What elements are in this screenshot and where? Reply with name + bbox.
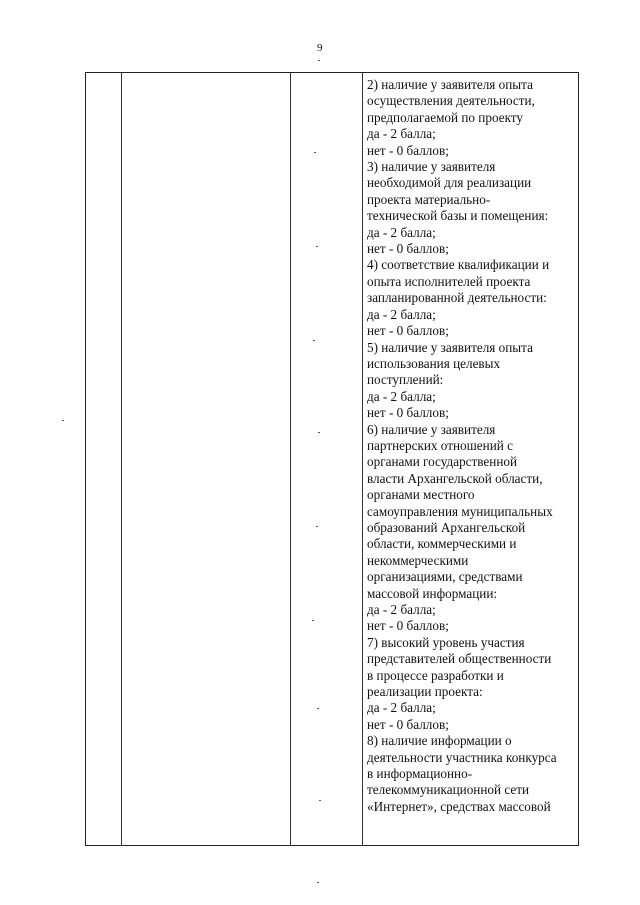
scan-speck <box>317 708 319 709</box>
criteria-text-line: 7) высокий уровень участия <box>367 634 525 650</box>
criteria-text-line: 3) наличие у заявителя <box>367 159 496 175</box>
criteria-text-line: да - 2 балла; <box>367 126 436 142</box>
criteria-text-line: 8) наличие информации о <box>367 733 512 749</box>
criteria-text-line: проекта материально- <box>367 191 491 207</box>
criteria-text-line: да - 2 балла; <box>367 306 436 322</box>
criteria-text-line: области, коммерческими и <box>367 536 517 552</box>
table-column-divider-1 <box>121 73 122 845</box>
criteria-text-line: 2) наличие у заявителя опыта <box>367 77 533 92</box>
criteria-text-line: да - 2 балла; <box>367 388 436 404</box>
criteria-text-line: органами государственной <box>367 454 518 470</box>
criteria-text-line: поступлений: <box>367 372 444 388</box>
criteria-text-line: реализации проекта: <box>367 684 483 700</box>
criteria-text-line: нет - 0 баллов; <box>367 716 449 732</box>
criteria-text-line: 5) наличие у заявителя опыта <box>367 339 533 355</box>
scan-speck <box>319 800 321 801</box>
criteria-text-line: использования целевых <box>367 355 501 371</box>
criteria-text-line: нет - 0 баллов; <box>367 241 449 257</box>
criteria-text-cell <box>367 77 579 815</box>
criteria-text-line: 6) наличие у заявителя <box>367 421 496 437</box>
criteria-text-line: в информационно- <box>367 766 473 782</box>
criteria-text-line: организациями, средствами <box>367 569 523 585</box>
scan-speck <box>318 432 320 433</box>
criteria-text-line: деятельности участника конкурса <box>367 749 557 765</box>
scan-speck <box>313 340 315 341</box>
criteria-text-line: технической базы и помещения: <box>367 208 549 224</box>
criteria-text-line: нет - 0 баллов; <box>367 405 449 421</box>
criteria-text-line: опыта исполнителей проекта <box>367 273 531 289</box>
criteria-text-line: нет - 0 баллов; <box>367 323 449 339</box>
scan-speck <box>312 620 314 621</box>
criteria-text-line: «Интернет», средствах массовой <box>367 798 551 814</box>
criteria-text-line: представителей общественности <box>367 651 552 667</box>
criteria-text-line: в процессе разработки и <box>367 667 504 683</box>
criteria-text-line: запланированной деятельности: <box>367 290 547 306</box>
criteria-text-line: предполагаемой по проекту <box>367 109 523 125</box>
page-number: 9 <box>317 42 323 54</box>
criteria-text-line: органами местного <box>367 487 475 503</box>
table-column-divider-3 <box>362 73 363 845</box>
criteria-text-line: самоуправления муниципальных <box>367 503 553 519</box>
criteria-text-line: нет - 0 баллов; <box>367 142 449 158</box>
scan-speck <box>316 246 318 247</box>
criteria-text-line: власти Архангельской области, <box>367 470 543 486</box>
criteria-text-line: необходимой для реализации <box>367 175 532 191</box>
criteria-table <box>85 72 579 846</box>
scan-speck <box>314 152 316 153</box>
criteria-text-line: 4) соответствие квалификации и <box>367 257 550 273</box>
scan-speck <box>318 60 320 61</box>
criteria-text-line: да - 2 балла; <box>367 602 436 617</box>
criteria-text-line: да - 2 балла; <box>367 224 436 240</box>
criteria-text-line: партнерских отношений с <box>367 437 513 453</box>
criteria-text-line: осуществления деятельности, <box>367 93 535 109</box>
criteria-text-line: да - 2 балла; <box>367 700 436 716</box>
criteria-text-line: массовой информации: <box>367 585 498 601</box>
table-column-divider-2 <box>290 73 291 845</box>
criteria-text-line: нет - 0 баллов; <box>367 618 449 634</box>
scan-speck <box>316 526 318 527</box>
criteria-text-line: образований Архангельской <box>367 519 526 535</box>
scan-speck <box>317 882 319 883</box>
criteria-text-line: некоммерческими <box>367 552 469 568</box>
criteria-text-line: телекоммуникационной сети <box>367 782 530 798</box>
scan-speck <box>62 420 64 421</box>
